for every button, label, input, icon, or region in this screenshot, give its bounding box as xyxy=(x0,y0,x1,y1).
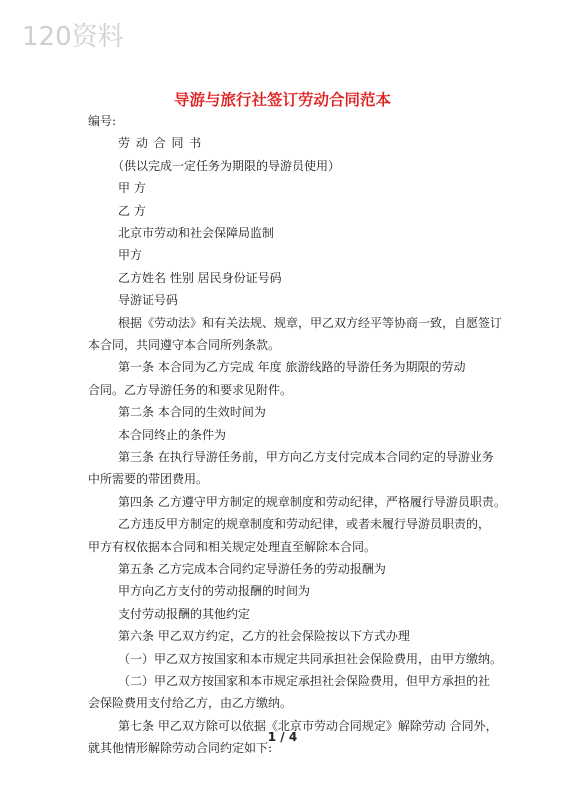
line-party-b: 乙 方 xyxy=(118,204,146,218)
line-party-a-2: 甲方 xyxy=(118,248,143,262)
line-article-6-item-1: （一）甲乙双方按国家和本市规定共同承担社会保险费用，由甲方缴纳。 xyxy=(118,652,503,666)
line-article-7a: 第七条 甲乙双方除可以依据《北京市劳动合同规定》解除劳动 合同外， xyxy=(118,719,498,733)
line-preamble-1: 根据《劳动法》和有关法规、规章，甲乙双方经平等协商一致，自愿签订 xyxy=(118,316,503,330)
line-article-6-item-2b: 会保险费用支付给乙方，由乙方缴纳。 xyxy=(88,696,293,710)
line-party-b-info: 乙方姓名 性别 居民身份证号码 xyxy=(118,271,282,285)
watermark-logo: 120资料 xyxy=(22,22,124,52)
line-serial-number: 编号: xyxy=(88,114,117,128)
line-article-1a: 第一条 本合同为乙方完成 年度 旅游线路的导游任务为期限的劳动 xyxy=(118,360,466,374)
line-article-2: 第二条 本合同的生效时间为 xyxy=(118,405,266,419)
page-number: 1 / 4 xyxy=(267,730,298,744)
line-guide-license: 导游证号码 xyxy=(118,293,179,307)
line-article-4b: 乙方违反甲方制定的规章制度和劳动纪律，或者未履行导游员职责的， xyxy=(118,517,491,531)
line-termination-condition: 本合同终止的条件为 xyxy=(118,428,227,442)
line-usage-note: （供以完成一定任务为期限的导游员使用） xyxy=(112,159,341,173)
line-article-4c: 甲方有权依据本合同和相关规定处理直至解除本合同。 xyxy=(88,540,377,554)
line-article-4a: 第四条 乙方遵守甲方制定的规章制度和劳动纪律，严格履行导游员职责。 xyxy=(118,495,506,509)
line-party-a: 甲 方 xyxy=(118,181,146,195)
line-article-6: 第六条 甲乙双方约定，乙方的社会保险按以下方式办理 xyxy=(118,629,410,643)
line-payment-time: 甲方向乙方支付的劳动报酬的时间为 xyxy=(118,584,311,598)
line-article-3a: 第三条 在执行导游任务前，甲方向乙方支付完成本合同约定的导游业务 xyxy=(118,450,494,464)
line-article-7b: 就其他情形解除劳动合同约定如下: xyxy=(88,741,273,755)
line-payment-other: 支付劳动报酬的其他约定 xyxy=(118,607,251,621)
line-preamble-2: 本合同，共同遵守本合同所列条款。 xyxy=(88,338,281,352)
line-article-1b: 合同。乙方导游任务的和要求见附件。 xyxy=(88,383,293,397)
line-supervisor: 北京市劳动和社会保障局监制 xyxy=(118,226,275,240)
line-contract-heading: 劳 动 合 同 书 xyxy=(118,136,203,150)
document-title: 导游与旅行社签订劳动合同范本 xyxy=(173,91,391,109)
line-article-3b: 中所需要的带团费用。 xyxy=(88,472,209,486)
line-article-5: 第五条 乙方完成本合同约定导游任务的劳动报酬为 xyxy=(118,562,386,576)
line-article-6-item-2a: （二）甲乙双方按国家和本市规定承担社会保险费用，但甲方承担的社 xyxy=(118,674,491,688)
